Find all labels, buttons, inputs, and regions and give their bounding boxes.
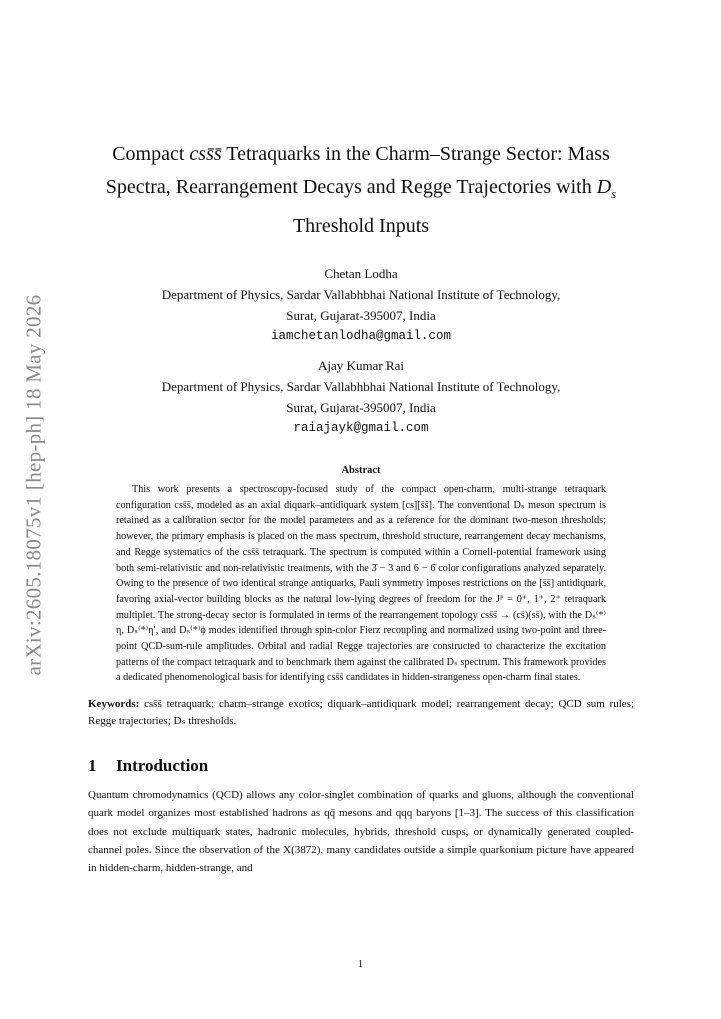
title-part: Tetraquarks in the Charm–Strange Sector: Mass Spectra, Rearrangement Decays and Regge Trajectories with [105,143,610,198]
title-part: Threshold Inputs [292,215,430,237]
section-heading [88,756,634,776]
author-email[interactable]: raiajayk@gmail.com [293,421,429,435]
keywords-text: css̄s̄ tetraquark; charm–strange exotics; diquark–antidiquark model; rearrangement decay; QCD sum rules; Regge trajectories; Dₛ thresholds. [88,698,635,728]
author-name: Chetan Lodha [324,266,398,281]
keywords [88,696,634,730]
arxiv-stamp [14,290,54,680]
paper-title [88,138,634,243]
section-number: 1 [88,756,97,776]
title-subscript: s [611,186,617,201]
author-block-2 [88,355,634,439]
intro-paragraph: Quantum chromodynamics (QCD) allows any color-singlet combination of quarks and gluons, although the conventional quark model organizes most established hadrons as qq̄ mesons and qqq baryons [1–3]. The success of this classification does not exclude multiquark states, hadronic molecules, hybrids, threshold cusps, or dynamically generated coupled-channel poles. Since the observation of the X(3872), many candidates outside a simple quarkonium picture have appeared in hidden-charm, hidden-strange, and [88,789,634,874]
keywords-label: Keywords: [88,698,140,711]
section-title: Introduction [116,756,209,776]
page-number: 1 [357,958,364,970]
title-formula: css̄s̄ [189,143,222,165]
title-formula: D [596,176,612,198]
author-block-1 [88,263,634,347]
author-affiliation: Department of Physics, Sardar Vallabhbhai National Institute of Technology, [161,379,561,394]
author-name: Ajay Kumar Rai [318,358,404,373]
paper-page [88,138,634,877]
author-affiliation: Surat, Gujarat-395007, India [286,400,436,415]
abstract-heading: Abstract [341,465,381,476]
author-affiliation: Surat, Gujarat-395007, India [286,308,436,323]
title-part: Compact [112,143,190,165]
abstract-text: This work presents a spectroscopy-focused study of the compact open-charm, multi-strange tetraquark configuration css̄s̄, modeled as an axial diquark–antidiquark system [cs][s̄s̄]. The conventional Dₛ meson spectrum is retained as a calibration sector for the model parameters and as a reference for the dominant two-meson thresholds; however, the primary emphasis is placed on the mass spectrum, threshold structure, rearrangement decay mechanisms, and Regge systematics of the css̄s̄ tetraquark. The spectrum is computed within a Cornell-potential framework using both semi-relativistic and non-relativistic treatments, with the 3̄ − 3 and 6 − 6̄ color configurations analyzed separately. Owing to the presence of two identical strange antiquarks, Pauli symmetry imposes restrictions on the [s̄s̄] antidiquark, favoring axial-vector building blocks as the natural low-lying degrees of freedom for the Jᴾ = 0⁺, 1⁺, 2⁺ tetraquark multiplet. The strong-decay sector is formulated in terms of the rearrangement topology css̄s̄ → (cs̄)(ss̄), with the Dₛ⁽*⁾η, Dₛ⁽*⁾η′, and Dₛ⁽*⁾ϕ modes identified through spin-color Fierz recoupling and normalized using two-point and three-point QCD-sum-rule amplitudes. Orbital and radial Regge trajectories are constructed to characterize the excitation patterns of the compact tetraquark and to benchmark them against the calibrated Dₛ spectrum. This framework provides a dedicated phenomenological basis for identifying css̄s̄ candidates in hidden-strangeness open-charm final states. [116,484,606,684]
author-affiliation: Department of Physics, Sardar Vallabhbhai National Institute of Technology, [161,287,561,302]
arxiv-stamp-text: arXiv:2605.18075v1 [hep-ph] 18 May 2026 [21,294,46,676]
author-email[interactable]: iamchetanlodha@gmail.com [270,329,452,343]
